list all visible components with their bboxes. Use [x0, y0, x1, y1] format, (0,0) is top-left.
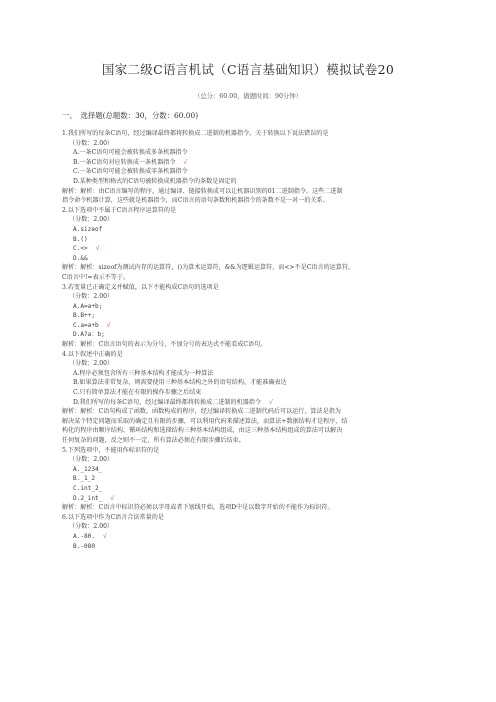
option-d: D.A?a：b; [73, 331, 105, 339]
explanation-line: 解析：解析：由C语言编写的程序，通过编译、链接转换成可以让机器识别的01二进制指令。这些二进制 [62, 187, 343, 195]
option-c: C.一条C语句可能会被转换成零条机器指令 [73, 168, 188, 176]
option-b: B._1_2 [73, 475, 96, 483]
correct-check-icon: √ [183, 158, 188, 166]
option-c: C.只有简单算法才能在有限的操作步骤之后结束 [73, 389, 202, 397]
correct-check-icon: √ [103, 532, 107, 540]
option-a: A.A=a+b; [73, 302, 103, 310]
question-stem: 1.我们所写的每条C语句，经过编译最终都将转换成二进制的机器指令。关于转换以下说法错误的是 [62, 130, 329, 137]
option-d: D.某种类型和格式的C语句被转换成机器指令的条数是固定的 [73, 177, 237, 185]
explanation-line: 解析：解析：C语句构成了函数，函数构成的程序，经过编译转换成二进制代码后可以运行，算法是指为 [62, 408, 341, 416]
question-score: （分数：2.00） [69, 139, 114, 147]
option-d [62, 494, 442, 504]
explanation-line: 解析：解析：sizeof为测试内存的运算符，()为算术运算符，&&为逻辑运算符，而<>不是C语言的运算符， [62, 264, 355, 272]
explanation-line: 构化的程序由顺序结构、循环结构和选择结构三种基本结构组成，由这三种基本结构组成的算法可以解决 [62, 427, 343, 435]
explanation-line: 解析：解析：C语言语句的表示为分号，不加分号的表达式不能看成C语句。 [62, 341, 267, 349]
option-text: A.-80. [73, 532, 96, 540]
option-text: D.我们所写的每条C语句，经过编译最终都将转换成二进制的机器指令 [73, 398, 261, 406]
option-b: B.如果算法非常复杂，则需要使用三种基本结构之外的语句结构，才能准确表达 [73, 379, 287, 387]
option-b [62, 158, 442, 168]
question-stem: 3.若变量已正确定义并赋值，以下不能构成C语句的选项是 [62, 283, 219, 291]
question-stem: 2.以下选项中不属于C语言程序运算符的是 [62, 206, 177, 214]
page-title: 国家二级C语言机试（C语言基础知识）模拟试卷20 [101, 62, 395, 77]
option-text: C.a=a+b [73, 321, 99, 329]
option-text: B.一条C语句对应转换成一条机器指令 [73, 158, 176, 166]
explanation-line: 解决某个特定问题而采取的确定且有限的步骤，可以利用代码来描述算法，而算法+数据结构才是程序，结 [62, 417, 348, 425]
option-d: D.&& [73, 254, 88, 262]
option-text: C.<> [73, 245, 88, 253]
question-score: （分数：2.00） [69, 360, 114, 368]
question-stem: 6.以下选项中作为C语言合法常量的是 [62, 513, 164, 521]
exam-meta: （总分：60.00，做题时间：90分钟） [194, 93, 302, 100]
option-a: A.sizeof [73, 225, 103, 233]
explanation-line: 指令命令机器计算，这些就是机器指令，而C语言的语句条数和机器指令的条数不是一对一的关系。 [62, 197, 329, 205]
option-a: A.程序必须包含所有三种基本结构才能成为一种算法 [73, 369, 214, 377]
question-score: （分数：2.00） [69, 293, 114, 301]
option-b: B.() [73, 235, 88, 243]
question-score: （分数：2.00） [69, 216, 114, 224]
explanation-line: 解析：解析：C语言中标识符必须以字母或者下划线开始，选项D中是以数字开始的不能作为标识符。 [62, 504, 334, 512]
section-heading: 一、 选择题(总题数：30，分数：60.00) [62, 111, 199, 120]
option-c [62, 321, 442, 331]
correct-check-icon: √ [110, 494, 115, 502]
option-text: D.2_int_ [73, 494, 103, 502]
explanation-line: C语言中!=表示不等于。 [62, 273, 130, 281]
option-a: A.一条C语句可能会被转换成多条机器指令 [73, 149, 188, 157]
question-list [62, 129, 442, 551]
question-score: （分数：2.00） [69, 456, 114, 464]
question-score: （分数：2.00） [69, 523, 114, 531]
option-b: B.-080 [73, 542, 96, 550]
correct-check-icon: √ [106, 321, 111, 329]
option-d [62, 398, 442, 408]
correct-check-icon: √ [95, 245, 100, 253]
question-stem: 5.下列选项中，不能用作标识符的是 [62, 446, 160, 454]
option-c [62, 244, 442, 254]
option-a [62, 532, 442, 542]
question-stem: 4.以下叙述中正确的是 [62, 350, 123, 358]
correct-check-icon: √ [269, 398, 273, 406]
option-b: B.B++; [73, 312, 96, 320]
option-c: C.int_2_ [73, 484, 103, 492]
option-a: A._1234_ [73, 465, 103, 473]
explanation-line: 任何复杂的问题，反之则不一定，所有算法必须在有限步骤后结束。 [62, 437, 245, 444]
